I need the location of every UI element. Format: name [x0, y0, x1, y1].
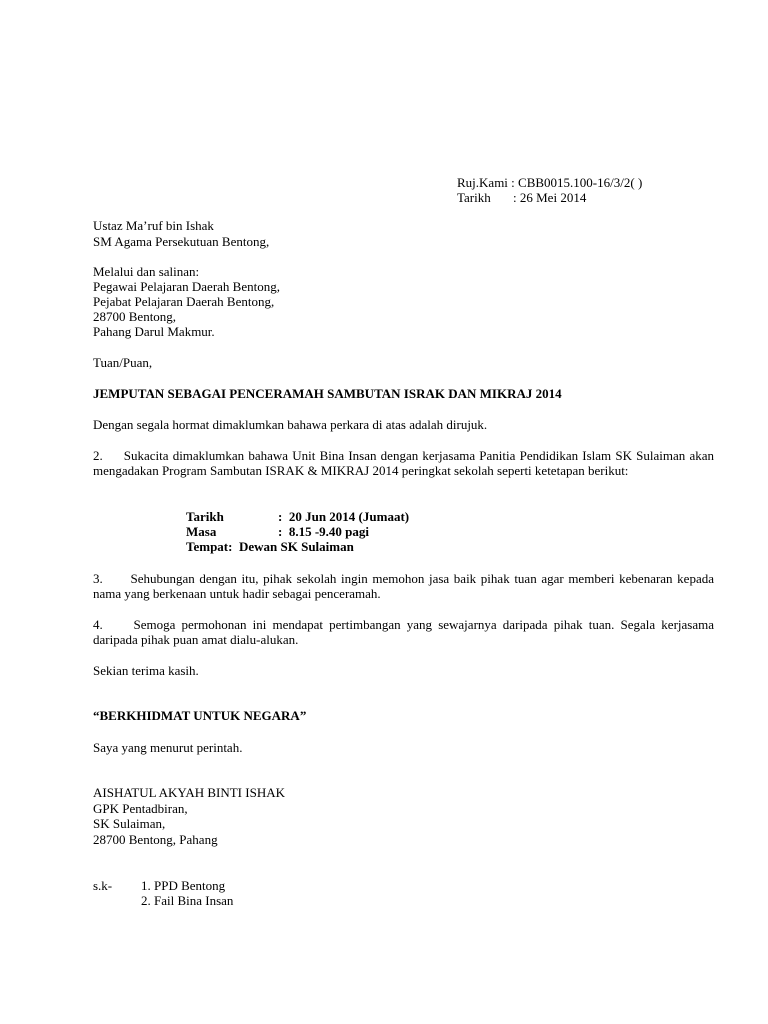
ruj-label: Ruj.Kami: [457, 175, 508, 190]
via-line: Pejabat Pelajaran Daerah Bentong,: [93, 294, 275, 309]
tarikh-value: 26 Mei 2014: [519, 190, 587, 205]
detail-tarikh: Tarikh : 20 Jun 2014 (Jumaat): [186, 509, 410, 524]
paragraph-1: Dengan segala hormat dimaklumkan bahawa perkara di atas adalah dirujuk.: [93, 417, 488, 432]
salutation: Tuan/Puan,: [93, 355, 153, 370]
subject-heading: JEMPUTAN SEBAGAI PENCERAMAH SAMBUTAN ISRAK DAN MIKRAJ 2014: [93, 386, 562, 401]
paragraph-number: 3.: [93, 571, 103, 586]
paragraph-2: [93, 448, 714, 478]
detail-label: Tarikh: [186, 509, 224, 524]
signatory-address: 28700 Bentong, Pahang: [93, 832, 218, 847]
signatory-name: AISHATUL AKYAH BINTI ISHAK: [93, 785, 285, 800]
reference-ruj: Ruj.Kami : CBB0015.100-16/3/2( ): [457, 175, 643, 190]
detail-label: Tempat:: [186, 539, 233, 554]
detail-label: Masa: [186, 524, 217, 539]
sk-item: 2. Fail Bina Insan: [141, 893, 234, 908]
detail-masa: Masa : 8.15 -9.40 pagi: [186, 524, 370, 539]
detail-value: Dewan SK Sulaiman: [238, 539, 354, 554]
ruj-value: CBB0015.100-16/3/2( ): [518, 175, 643, 190]
paragraph-text: Semoga permohonan ini mendapat pertimbangan yang sewajarnya daripada pihak tuan. Segala kerjasama daripada pihak puan amat dialu-alukan.: [93, 617, 714, 647]
recipient-school: SM Agama Persekutuan Bentong,: [93, 234, 270, 249]
tarikh-label: Tarikh: [457, 190, 491, 205]
closing: Sekian terima kasih.: [93, 663, 199, 678]
paragraph-4: [93, 617, 714, 647]
via-line: Pahang Darul Makmur.: [93, 324, 215, 339]
signatory-position: GPK Pentadbiran,: [93, 801, 188, 816]
recipient-name: Ustaz Ma’ruf bin Ishak: [93, 218, 214, 233]
via-line: Pegawai Pelajaran Daerah Bentong,: [93, 279, 280, 294]
paragraph-text: Sukacita dimaklumkan bahawa Unit Bina Insan dengan kerjasama Panitia Pendidikan Islam SK Sulaiman akan mengadakan Program Sambutan ISRAK & MIKRAJ 2014 peringkat sekolah seperti ketetapan berikut:: [93, 448, 715, 478]
detail-value: 8.15 -9.40 pagi: [288, 524, 370, 539]
reference-tarikh: Tarikh : 26 Mei 2014: [457, 190, 587, 205]
signatory-school: SK Sulaiman,: [93, 816, 166, 831]
paragraph-number: 4.: [93, 617, 103, 632]
via-heading: Melalui dan salinan:: [93, 264, 200, 279]
sk-label: s.k-: [93, 878, 113, 893]
obedient-line: Saya yang menurut perintah.: [93, 740, 243, 755]
paragraph-number: 2.: [93, 448, 103, 463]
motto: “BERKHIDMAT UNTUK NEGARA”: [93, 708, 307, 723]
via-line: 28700 Bentong,: [93, 309, 177, 324]
paragraph-3: [93, 571, 714, 601]
detail-tempat: [186, 539, 354, 554]
paragraph-text: Sehubungan dengan itu, pihak sekolah ingin memohon jasa baik pihak tuan agar memberi kebenaran kepada nama yang berkenaan untuk hadir sebagai penceramah.: [93, 571, 714, 601]
detail-value: 20 Jun 2014 (Jumaat): [288, 509, 410, 524]
sk-item: 1. PPD Bentong: [141, 878, 226, 893]
